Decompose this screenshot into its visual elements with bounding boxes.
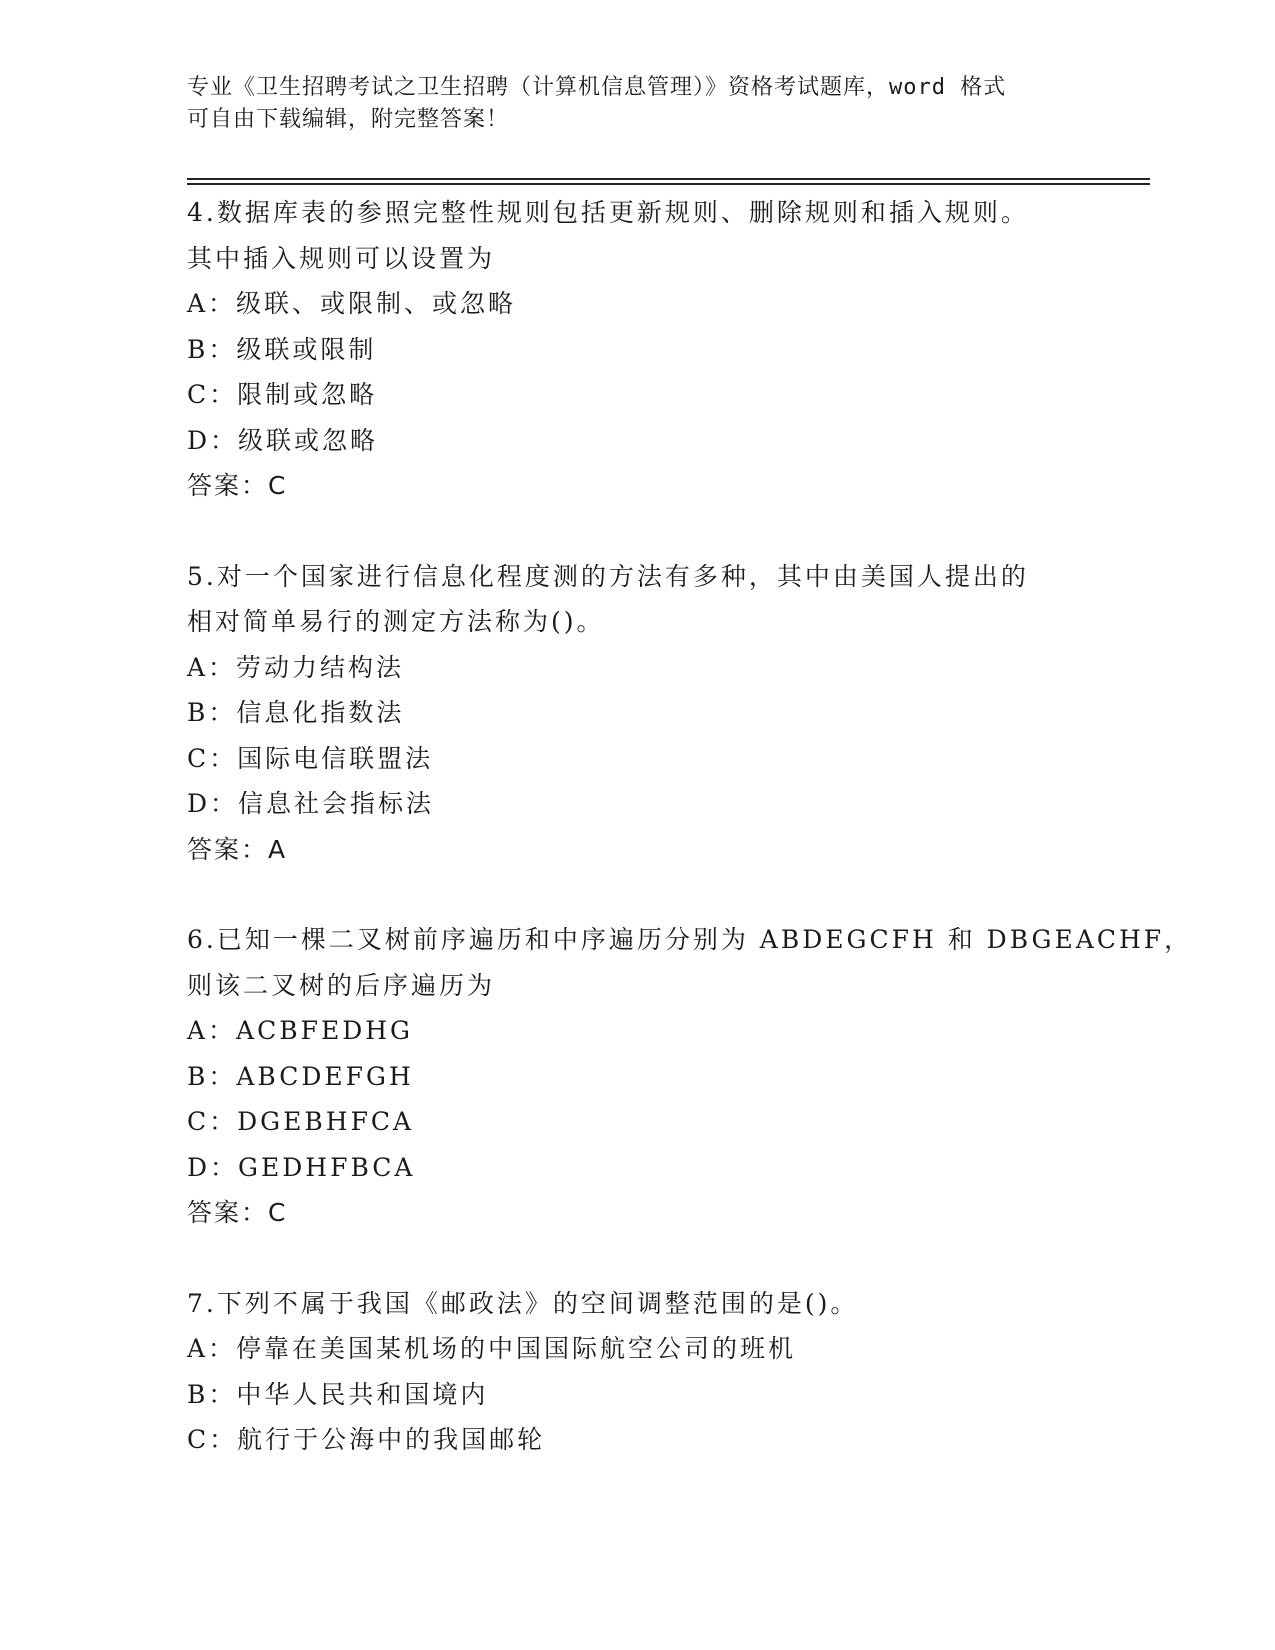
question-stem-continued: 则该二叉树的后序遍历为: [187, 970, 496, 1000]
question-4: [187, 190, 1107, 509]
question-stem-continued: 其中插入规则可以设置为: [187, 243, 496, 273]
option-a: A：停靠在美国某机场的中国国际航空公司的班机: [187, 1334, 797, 1363]
question-stem: 6.已知一棵二叉树前序遍历和中序遍历分别为 ABDEGCFH 和 DBGEACHF，: [187, 925, 1193, 954]
question-stem-continued: 相对简单易行的测定方法称为()。: [187, 607, 605, 636]
option-b: B：级联或限制: [187, 334, 377, 364]
header-line-2: 可自由下载编辑，附完整答案！: [187, 107, 510, 132]
document-header: [187, 72, 1067, 136]
option-a: A：劳动力结构法: [187, 652, 405, 682]
option-b: B：中华人民共和国境内: [187, 1379, 489, 1409]
option-c: C：航行于公海中的我国邮轮: [187, 1425, 546, 1454]
question-stem: 4.数据库表的参照完整性规则包括更新规则、删除规则和插入规则。: [187, 198, 1029, 227]
option-c: C：限制或忽略: [187, 380, 378, 409]
header-divider-top: [187, 178, 1150, 180]
option-d: D：信息社会指标法: [187, 789, 435, 818]
option-b: B：ABCDEFGH: [187, 1061, 414, 1091]
question-5: [187, 554, 1107, 873]
answer-key: 答案：C: [187, 1198, 288, 1227]
question-list: [187, 190, 1193, 1463]
answer-key: 答案：C: [187, 471, 288, 500]
option-c: C：国际电信联盟法: [187, 743, 434, 773]
option-d: D：GEDHFBCA: [187, 1152, 416, 1182]
option-a: A：ACBFEDHG: [187, 1016, 414, 1045]
question-7: [187, 1281, 1107, 1463]
question-stem: 7.下列不属于我国《邮政法》的空间调整范围的是()。: [187, 1288, 859, 1318]
option-b: B：信息化指数法: [187, 698, 405, 727]
option-a: A：级联、或限制、或忽略: [187, 289, 517, 318]
option-c: C：DGEBHFCA: [187, 1107, 415, 1136]
header-divider-bottom: [187, 183, 1150, 185]
option-d: D：级联或忽略: [187, 425, 379, 455]
answer-key: 答案：A: [187, 834, 288, 864]
question-6: [187, 917, 1193, 1236]
question-stem: 5.对一个国家进行信息化程度测的方法有多种，其中由美国人提出的: [187, 561, 1029, 591]
header-line-1: 专业《卫生招聘考试之卫生招聘（计算机信息管理）》资格考试题库，word 格式: [187, 75, 1007, 100]
